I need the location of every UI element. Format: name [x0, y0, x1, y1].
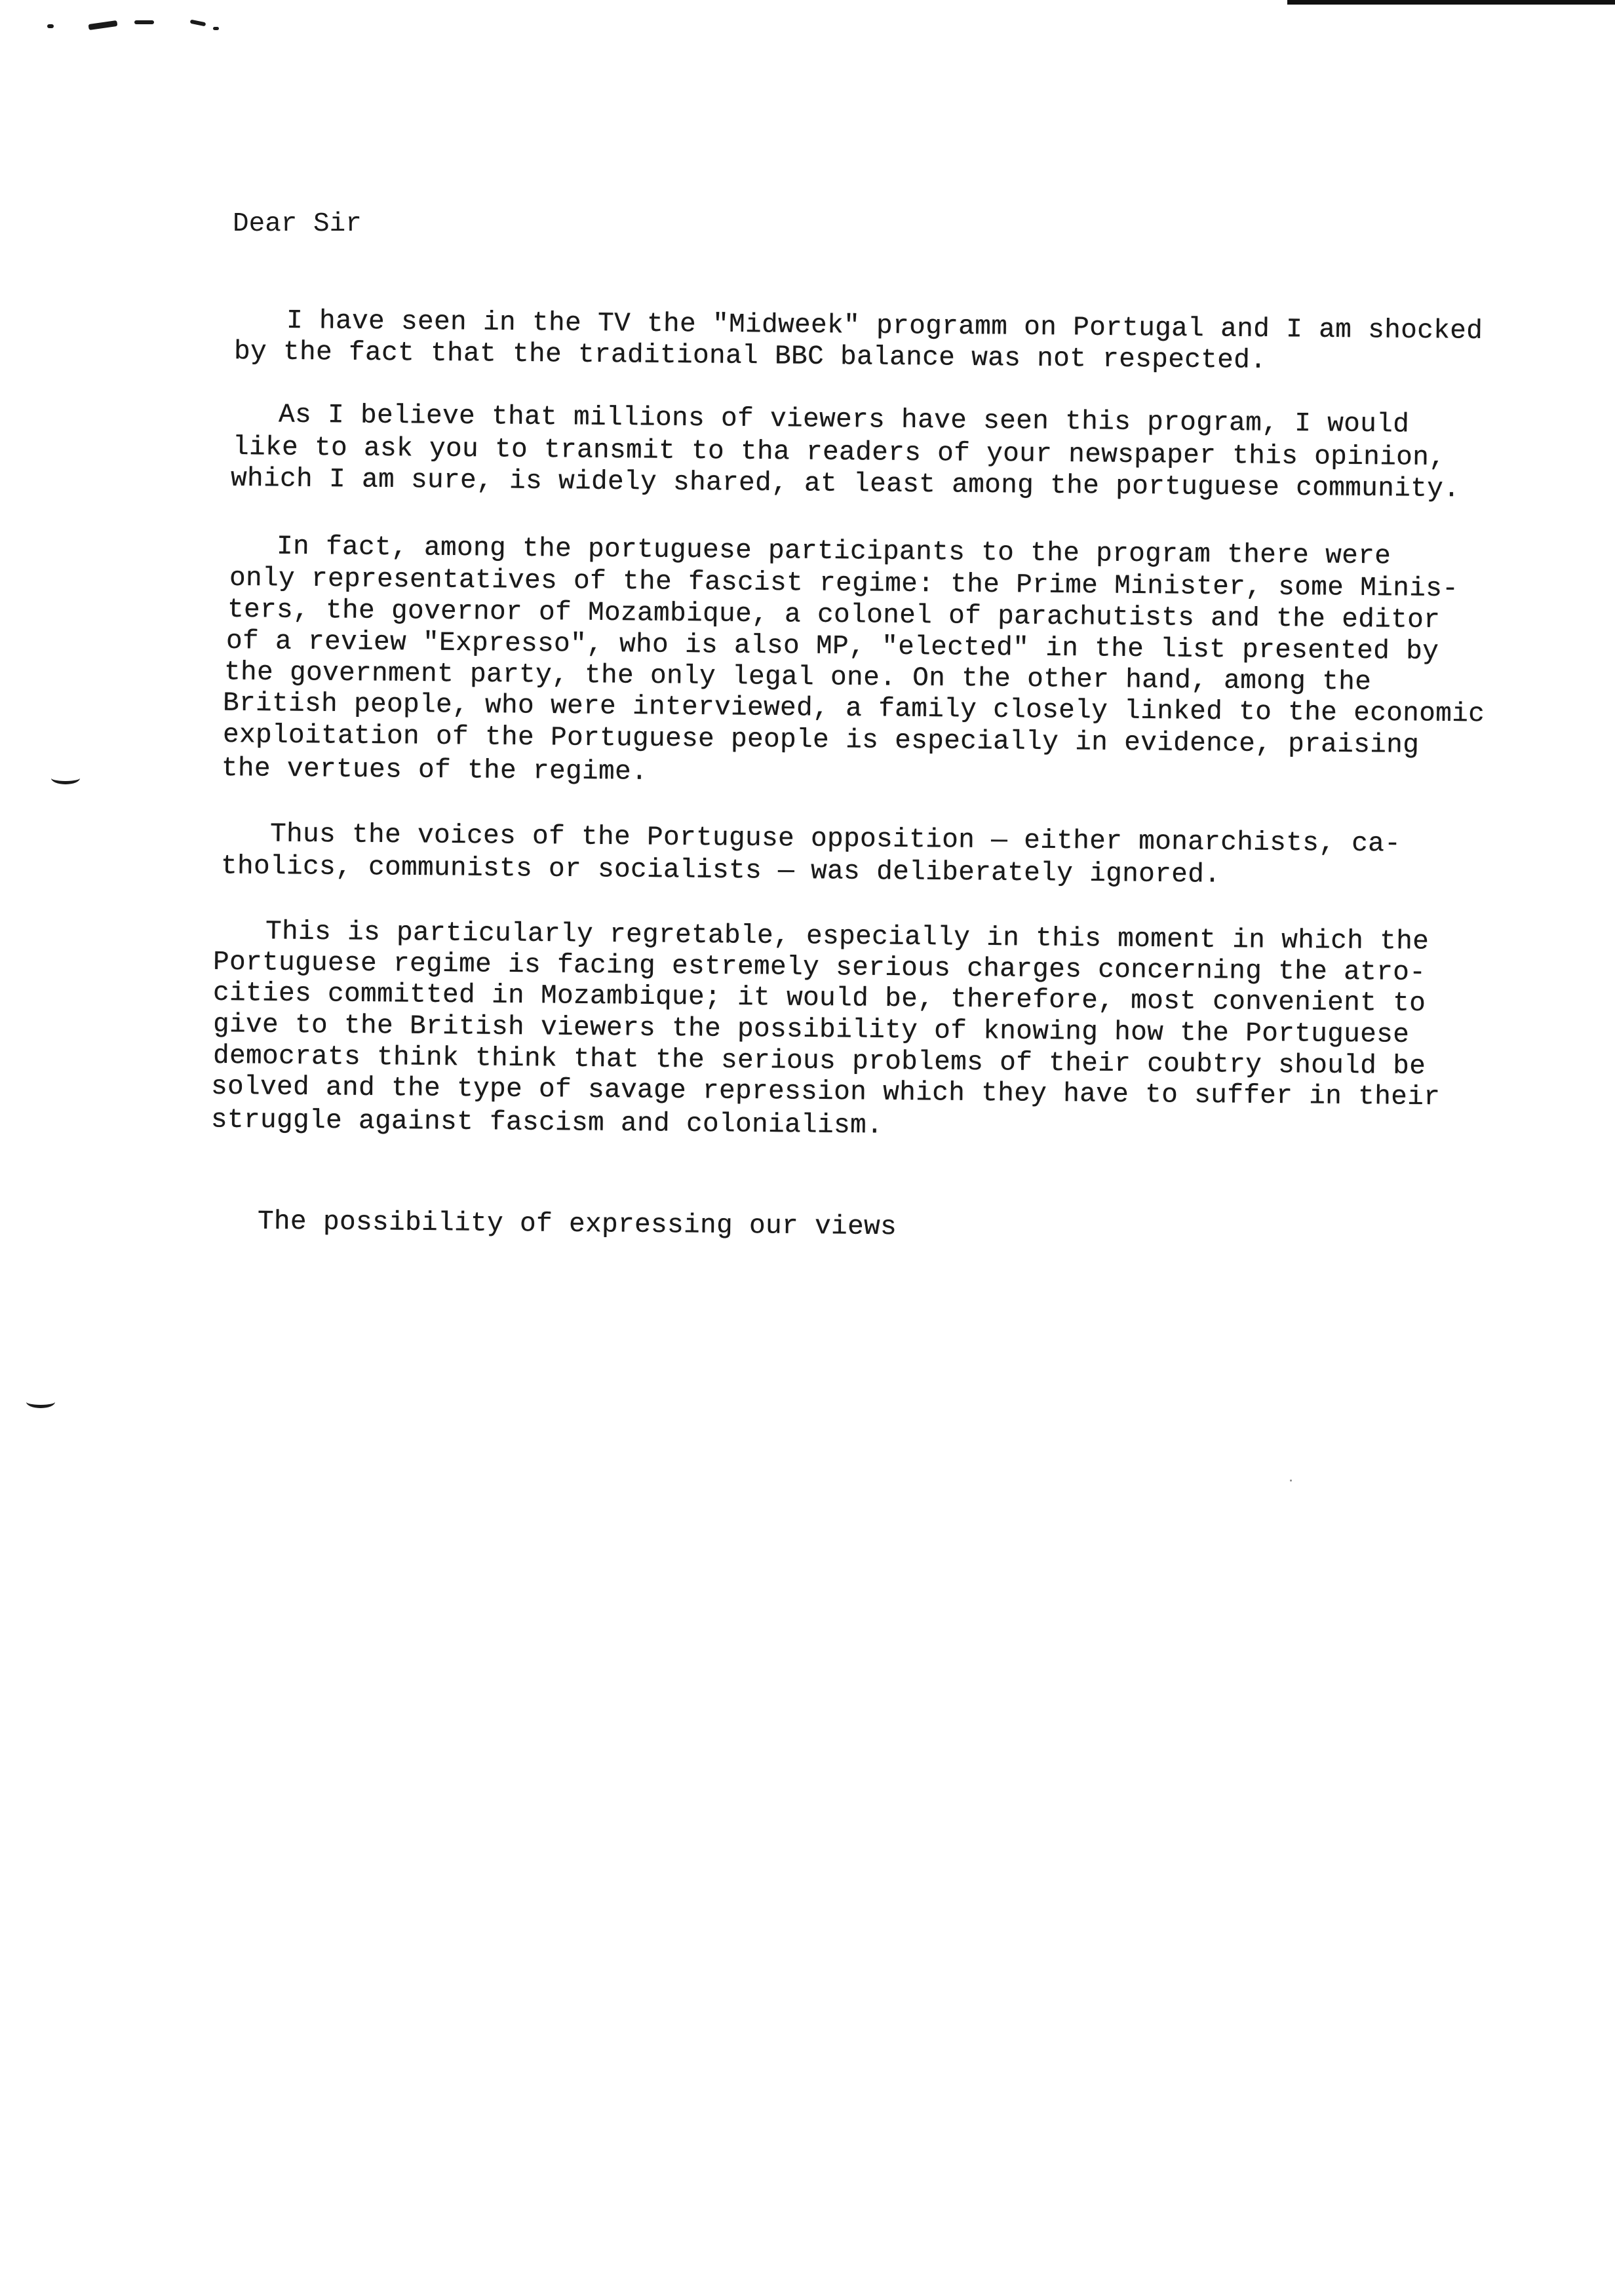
paragraph-4-line-1: Thus the voices of the Portuguse opposition — either monarchists, ca- [269, 819, 1401, 860]
paragraph-3-line-4: of a review "Expresso", who is also MP, "elected" in the list presented by [225, 626, 1439, 668]
paragraph-3-line-5: the government party, the only legal one. On the other hand, among the [224, 657, 1372, 698]
paragraph-2-line-3: which I am sure, is widely shared, at least among the portuguese community. [230, 463, 1460, 505]
paragraph-3-line-2: only representatives of the fascist regime: the Prime Minister, some Minis- [229, 563, 1459, 605]
paragraph-6-line-1: The possibility of expressing our views [257, 1206, 897, 1243]
paragraph-4-line-2: tholics, communists or socialists — was deliberately ignored. [220, 851, 1221, 890]
paragraph-5-line-3: cities committed in Mozambique; it would be, therefore, most convenient to [212, 978, 1426, 1020]
paragraph-5-line-4: give to the British viewers the possibility of knowing how the Portuguese [212, 1010, 1410, 1050]
paragraph-3-line-3: ters, the governor of Mozambique, a colonel of parachutists and the editor [227, 594, 1441, 636]
ink-smudge [47, 24, 54, 28]
paragraph-5-line-2: Portuguese regime is facing estremely serious charges concerning the atro- [212, 947, 1426, 989]
scan-edge-line [1287, 0, 1615, 5]
paragraph-5-line-5: democrats think think that the serious problems of their coubtry should be [212, 1041, 1426, 1082]
ink-smudge [134, 20, 154, 24]
paragraph-3-line-7: exploitation of the Portuguese people is especially in evidence, praising [222, 720, 1420, 761]
ink-smudge [190, 20, 206, 27]
paragraph-5-line-6: solved and the type of savage repression which they have to suffer in their [210, 1071, 1441, 1113]
paragraph-1-line-2: by the fact that the traditional BBC balance was not respected. [233, 337, 1267, 376]
salutation: Dear Sir [233, 209, 362, 239]
paragraph-5-line-7: struggle against fascism and colonialism. [210, 1105, 884, 1141]
paragraph-5-line-1: This is particularly regretable, especially in this moment in which the [265, 917, 1430, 957]
paragraph-2-line-2: like to ask you to transmit to tha readers of your newspaper this opinion, [232, 432, 1446, 474]
paragraph-3-line-1: In fact, among the portuguese participants to the program there were [276, 531, 1391, 572]
paragraph-1-line-1: I have seen in the TV the "Midweek" programm on Portugal and I am shocked [286, 306, 1483, 347]
ink-smudge [213, 27, 219, 30]
paragraph-3-line-8: the vertues of the regime. [221, 754, 648, 788]
ink-smudge [88, 20, 118, 30]
paragraph-3-line-6: British people, who were interviewed, a family closely linked to the economic [222, 688, 1485, 730]
punch-hole-mark [26, 1396, 55, 1408]
paragraph-2-line-1: As I believe that millions of viewers have seen this program, I would [278, 400, 1410, 440]
punch-hole-mark [51, 772, 80, 784]
scan-speck [1290, 1480, 1292, 1482]
